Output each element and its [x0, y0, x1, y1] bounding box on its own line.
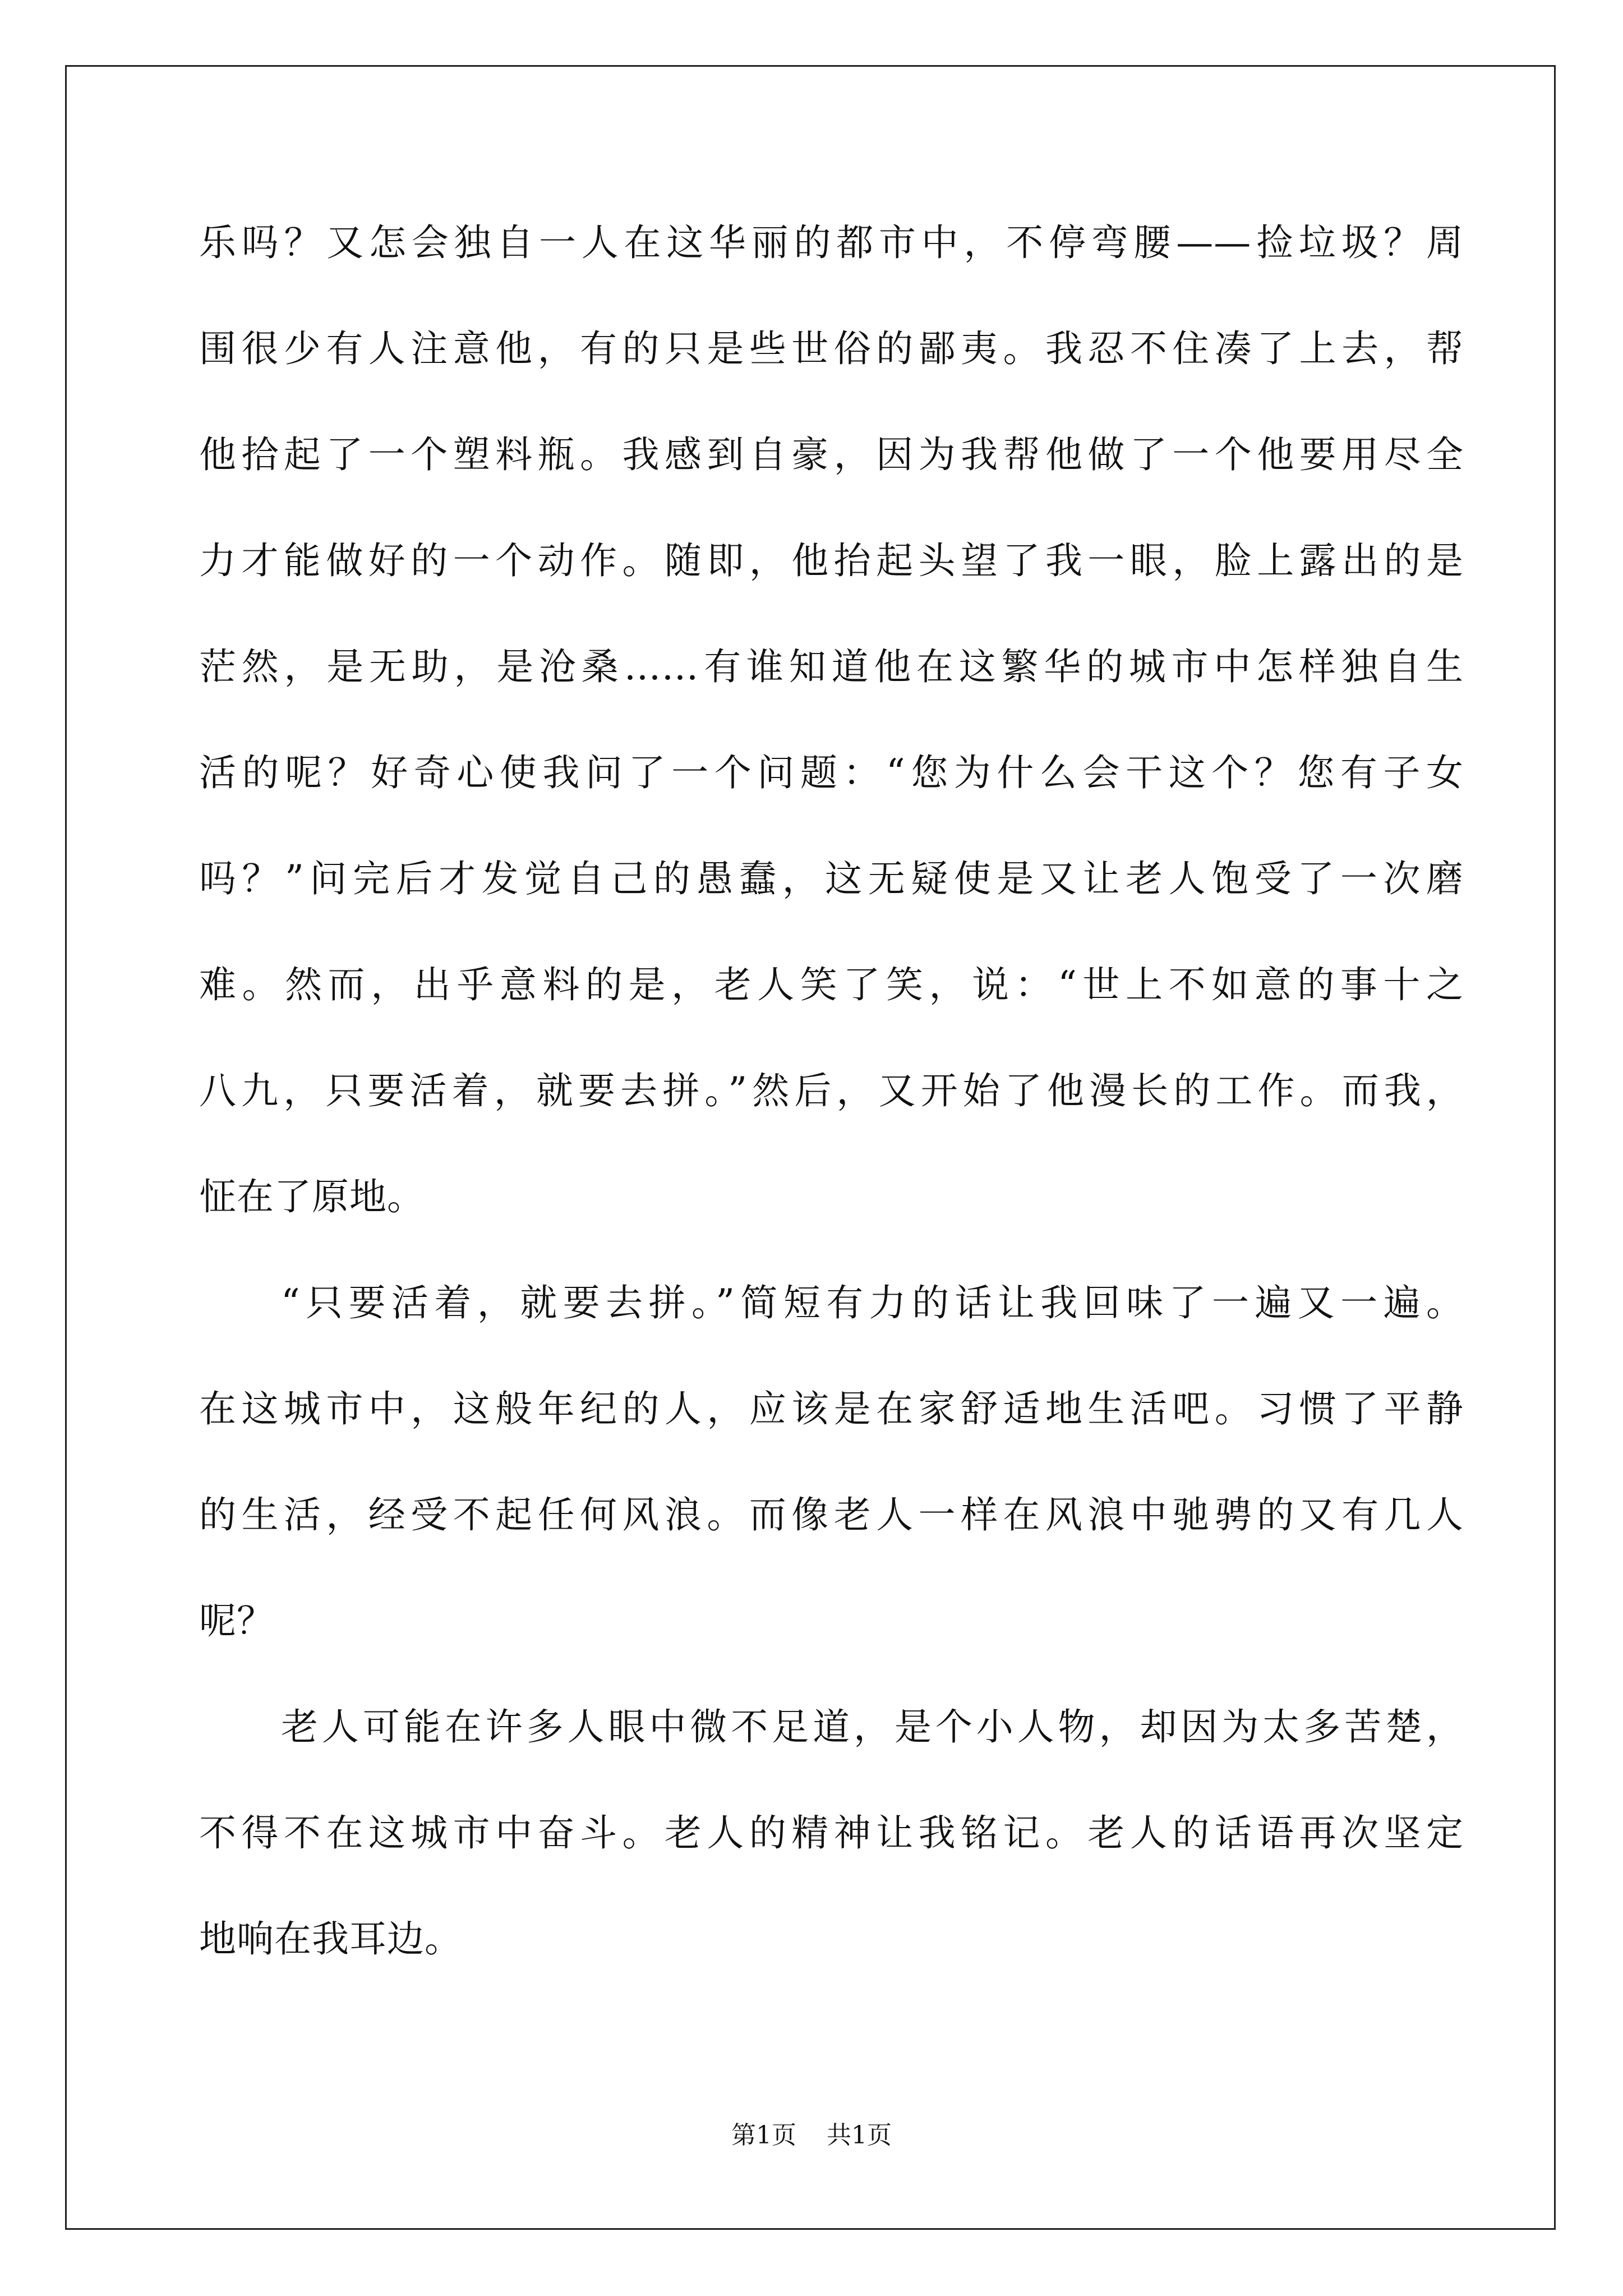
document-body: [199, 210, 1464, 2013]
text-line: 围很少有人注意他，有的只是些世俗的鄙夷。我忍不住凑了上去，帮: [199, 327, 1464, 370]
text-line: 呢？: [199, 1599, 274, 1642]
text-line: 的生活，经受不起任何风浪。而像老人一样在风浪中驰骋的又有几人: [199, 1493, 1464, 1536]
text-line: 地响在我耳边。: [199, 1917, 462, 1961]
text-line: 力才能做好的一个动作。随即，他抬起头望了我一眼，脸上露出的是: [199, 539, 1464, 582]
text-line: 难。然而，出乎意料的是，老人笑了笑，说：“世上不如意的事十之: [199, 963, 1464, 1006]
page-number: 第1页: [731, 2121, 796, 2150]
text-line: 不得不在这城市中奋斗。老人的精神让我铭记。老人的话语再次坚定: [199, 1811, 1464, 1855]
text-line: 乐吗？又怎会独自一人在这华丽的都市中，不停弯腰——捡垃圾？周: [199, 221, 1464, 264]
page-total: 共1页: [827, 2121, 892, 2150]
text-line: 茫然，是无助，是沧桑……有谁知道他在这繁华的城市中怎样独自生: [199, 645, 1464, 688]
text-line: “只要活着，就要去拼。”简短有力的话让我回味了一遍又一遍。: [281, 1281, 1464, 1324]
text-line: 在这城市中，这般年纪的人，应该是在家舒适地生活吧。习惯了平静: [199, 1387, 1464, 1430]
page-footer: [0, 2115, 1623, 2151]
text-line: 吗？”问完后才发觉自己的愚蠢，这无疑使是又让老人饱受了一次磨: [199, 857, 1464, 900]
text-line: 老人可能在许多人眼中微不足道，是个小人物，却因为太多苦楚，: [281, 1705, 1464, 1749]
text-line: 活的呢？好奇心使我问了一个问题：“您为什么会干这个？您有子女: [199, 751, 1464, 794]
text-line: 八九，只要活着，就要去拼。”然后，又开始了他漫长的工作。而我，: [199, 1069, 1464, 1112]
text-line: 怔在了原地。: [199, 1175, 425, 1218]
text-line: 他拾起了一个塑料瓶。我感到自豪，因为我帮他做了一个他要用尽全: [199, 433, 1464, 476]
